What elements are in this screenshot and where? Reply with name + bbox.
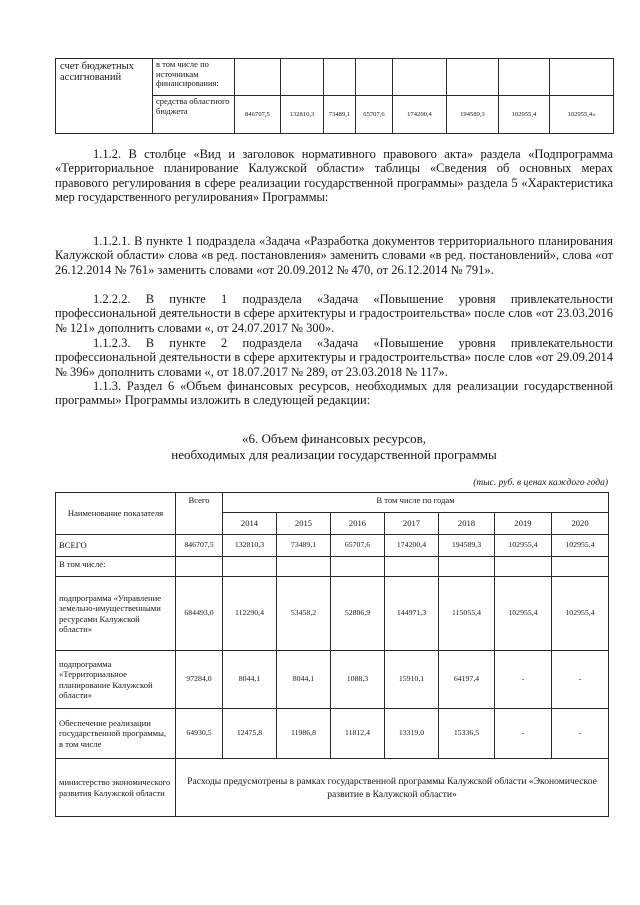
header-year: 2016: [331, 513, 385, 535]
value-cell: -: [552, 709, 609, 759]
label-regional-budget: средства областного бюджета: [153, 96, 235, 134]
value-cell: 1088,3: [331, 651, 385, 709]
paragraph-1-1-2-1: 1.1.2.1. В пункте 1 подраздела «Задача «Разработка документов территориального планирования Калужской области» слова «в ред. постановления» заменить словами «в ред. постановлений», слова «от 26.12.2014 № 761» заменить словами «от 20.09.2012 № 470, от 26.12.2014 № 791».: [55, 234, 613, 277]
value-cell: 65707,6: [331, 535, 385, 557]
section-title-line-1: «6. Объем финансовых ресурсов,: [242, 431, 426, 446]
value-cell: 194589,3: [439, 535, 495, 557]
row-total: 64930,5: [176, 709, 223, 759]
budget-continuation-table: [55, 58, 614, 134]
header-year: 2020: [552, 513, 609, 535]
value-cell: 11986,8: [277, 709, 331, 759]
table-row: [56, 759, 609, 817]
header-indicator-name: Наименование показателя: [56, 493, 176, 535]
paragraph-1-2-2-2: 1.2.2.2. В пункте 1 подраздела «Задача «Повышение уровня привлекательности профессиональной деятельности в сфере архитектуры и градостроительства» после слов «от 23.03.2016 № 121» дополнить словами «, от 24.07.2017 № 300».: [55, 292, 613, 335]
header-by-years: В том числе по годам: [223, 493, 609, 513]
value-cell: 12475,8: [223, 709, 277, 759]
row-total: 846707,5: [176, 535, 223, 557]
label-budget-allocations: счет бюджетных ассигнований: [56, 59, 153, 134]
header-year: 2019: [495, 513, 552, 535]
value-cell: 73489,1: [324, 96, 356, 134]
header-year: 2017: [385, 513, 439, 535]
value-cell: 65707,6: [356, 96, 393, 134]
table-header-row: [56, 493, 609, 513]
row-total: 97284,0: [176, 651, 223, 709]
row-label: Обеспечение реализации государственной программы, в том числе: [56, 709, 176, 759]
value-cell: 174200,4: [385, 535, 439, 557]
value-cell: 115055,4: [439, 577, 495, 651]
header-total: Всего: [176, 493, 223, 535]
row-label: ВСЕГО: [56, 535, 176, 557]
value-cell: 8044,1: [223, 651, 277, 709]
row-label: подпрограмма «Управление земельно-имущественными ресурсами Калужской области»: [56, 577, 176, 651]
value-cell: 102955,4: [552, 535, 609, 557]
value-cell: -: [495, 651, 552, 709]
value-cell: 102955,4: [495, 577, 552, 651]
value-cell: -: [495, 709, 552, 759]
table-row: [56, 557, 609, 577]
value-cell: 102955,4: [552, 577, 609, 651]
value-cell: 112290,4: [223, 577, 277, 651]
value-cell: -: [552, 651, 609, 709]
financial-resources-table: [55, 492, 609, 817]
value-cell: 132810,3: [281, 96, 324, 134]
value-cell: 194589,3: [447, 96, 499, 134]
value-cell: 102955,4: [499, 96, 550, 134]
merged-expenses-note: Расходы предусмотрены в рамках государственной программы Калужской области «Экономическое развитие в Калужской области»: [176, 759, 609, 817]
row-label: В том числе:: [56, 557, 176, 577]
paragraph-1-1-2: 1.1.2. В столбце «Вид и заголовок нормативного правового акта» раздела «Подпрограмма «Территориальное планирование Калужской области» таблицы «Сведения об основных мерах правового регулирования в сфере реализации государственной программы» раздела 5 «Характеристика мер государственного регулирования» Программы:: [55, 147, 613, 205]
header-year: 2018: [439, 513, 495, 535]
value-cell: 8044,1: [277, 651, 331, 709]
table-row: [56, 535, 609, 557]
value-cell: 132810,3: [223, 535, 277, 557]
row-total: 684493,0: [176, 577, 223, 651]
value-cell: 11812,4: [331, 709, 385, 759]
value-cell: 846707,5: [235, 96, 281, 134]
header-year: 2014: [223, 513, 277, 535]
value-cell: 144971,3: [385, 577, 439, 651]
label-by-sources: в том числе по источникам финансирования:: [153, 59, 235, 96]
section-title-line-2: необходимых для реализации государственной программы: [171, 447, 497, 462]
row-label: министерство экономического развития Калужской области: [56, 759, 176, 817]
value-cell: 102955,4: [495, 535, 552, 557]
value-cell: 15910,1: [385, 651, 439, 709]
row-label: подпрограмма «Территориальное планирование Калужской области»: [56, 651, 176, 709]
value-cell: 52806,9: [331, 577, 385, 651]
value-cell: 73489,1: [277, 535, 331, 557]
paragraph-1-1-3: 1.1.3. Раздел 6 «Объем финансовых ресурсов, необходимых для реализации государственной программы» Программы изложить в следующей редакции:: [55, 379, 613, 408]
paragraph-1-1-2-3: 1.1.2.3. В пункте 2 подраздела «Задача «Повышение уровня привлекательности профессиональной деятельности в сфере архитектуры и градостроительства» после слов «от 29.09.2014 № 396» дополнить словами «, от 18.07.2017 № 289, от 23.03.2018 № 117».: [55, 336, 613, 379]
table-row: [56, 59, 614, 96]
value-cell: 13319,0: [385, 709, 439, 759]
value-cell: 53458,2: [277, 577, 331, 651]
value-cell: 64197,4: [439, 651, 495, 709]
value-cell: 174200,4: [393, 96, 447, 134]
table-row: [56, 577, 609, 651]
header-year: 2015: [277, 513, 331, 535]
unit-note: (тыс. руб. в ценах каждого года): [473, 478, 608, 488]
value-cell: 102955,4»: [550, 96, 614, 134]
value-cell: 15336,5: [439, 709, 495, 759]
table-row: [56, 709, 609, 759]
table-row: [56, 651, 609, 709]
